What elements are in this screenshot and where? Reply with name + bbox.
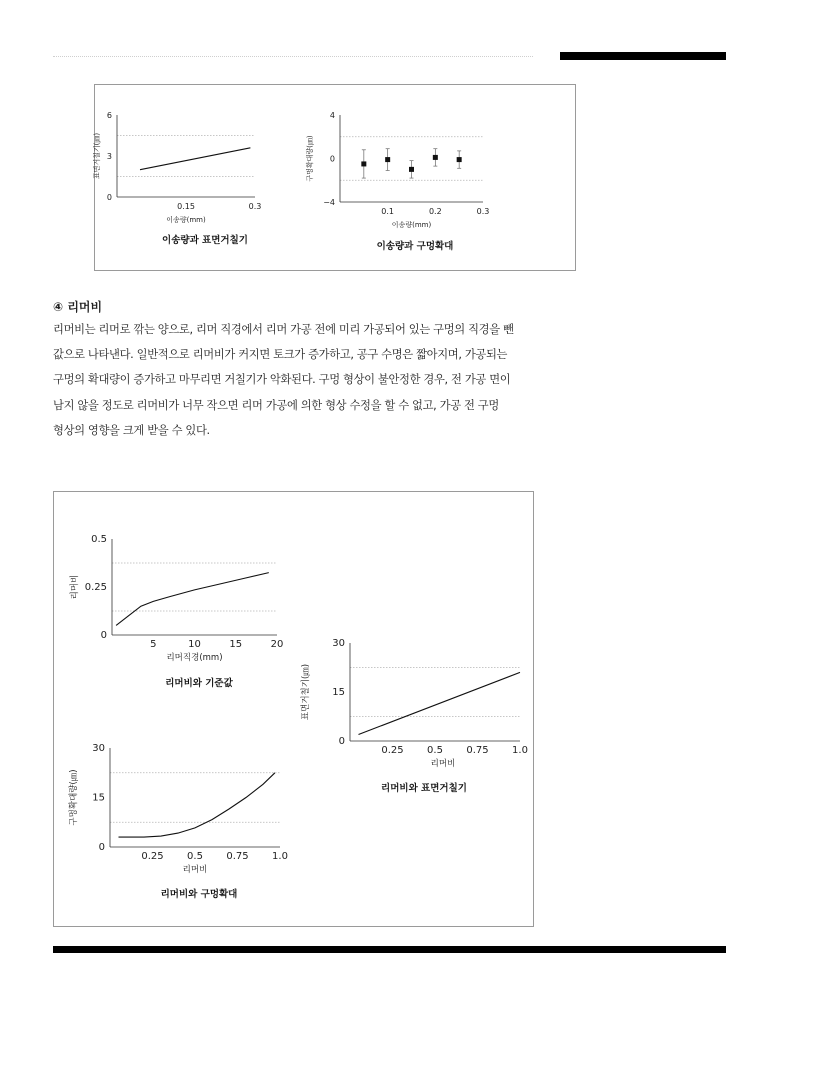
y-tick-label: 30 — [332, 638, 345, 649]
x-tick-label: 0.25 — [381, 745, 404, 756]
y-axis-label: 리머비 — [70, 574, 80, 600]
chart1-caption: 이송량과 표면거칠기 — [162, 235, 248, 246]
y-tick-label: −4 — [323, 198, 335, 207]
y-tick-label: 3 — [106, 152, 112, 161]
x-tick-label: 0.75 — [226, 851, 249, 862]
y-tick-label: 0 — [329, 154, 335, 164]
paragraph-line: 리머비는 리머로 깎는 양으로, 리머 직경에서 리머 가공 전에 미리 가공되어 있는 구멍의 직경을 뺀 — [53, 323, 514, 336]
x-tick-label: 0.1 — [381, 207, 395, 216]
y-tick-label: 0 — [338, 736, 345, 747]
x-tick-label: 0.15 — [177, 202, 195, 211]
series-line — [359, 672, 521, 734]
top-accent-bar — [560, 52, 726, 60]
y-tick-label: 15 — [92, 792, 105, 804]
y-axis-label: 표면거칠기(㎛) — [301, 663, 311, 721]
figure-reamer-charts — [53, 491, 534, 927]
data-point — [361, 161, 366, 166]
section-paragraph — [53, 317, 553, 443]
y-tick-label: 0.25 — [84, 582, 107, 593]
paragraph-line: 남지 않을 정도로 리머비가 너무 작으면 리머 가공에 의한 형상 수정을 할 수 없고, 가공 전 구멍 — [53, 398, 499, 412]
chart3-caption: 리머비와 기준값 — [165, 678, 233, 689]
chart-feed-roughness — [95, 100, 315, 225]
x-axis-label: 리머직경(mm) — [166, 653, 223, 663]
data-point — [433, 155, 438, 160]
y-tick-label: 6 — [106, 111, 112, 120]
x-tick-label: 10 — [188, 639, 201, 650]
x-tick-label: 15 — [229, 639, 243, 650]
paragraph-line: 구멍의 확대량이 증가하고 마무리면 거칠기가 악화된다. 구멍 형상이 불안정한 경우, 전 가공 면이 — [53, 373, 511, 387]
chart-reamer-roughness — [294, 635, 529, 770]
series-line — [119, 773, 275, 837]
y-tick-label: 4 — [329, 111, 335, 120]
x-tick-label: 1.0 — [272, 851, 288, 862]
x-tick-label: 0.3 — [248, 202, 262, 211]
x-axis-label: 이송량(mm) — [391, 221, 432, 229]
y-tick-label: 0 — [98, 842, 105, 853]
chart-reamer-hole-enlargement — [54, 740, 294, 880]
x-tick-label: 0.3 — [476, 207, 490, 216]
x-tick-label: 0.25 — [141, 851, 164, 862]
y-tick-label: 30 — [92, 743, 105, 754]
top-divider — [53, 56, 533, 57]
paragraph-line: 값으로 나타낸다. 일반적으로 리머비가 커지면 토크가 증가하고, 공구 수명은 짧아지며, 가공되는 — [53, 348, 508, 362]
x-axis-label: 리머비 — [430, 759, 456, 769]
x-tick-label: 0.5 — [427, 745, 443, 756]
data-point — [385, 157, 390, 162]
x-tick-label: 5 — [150, 639, 157, 650]
bottom-rule — [53, 946, 726, 953]
y-tick-label: 0.5 — [91, 534, 107, 545]
data-point — [457, 157, 462, 162]
series-line — [116, 573, 269, 626]
x-tick-label: 0.75 — [466, 745, 489, 756]
y-axis-label: 구멍확대량(㎛) — [69, 769, 79, 826]
x-axis-label: 리머비 — [182, 865, 208, 875]
y-axis-label: 구멍확대량(㎛) — [306, 135, 314, 182]
paragraph-line: 형상의 영향을 크게 받을 수 있다. — [53, 423, 210, 437]
chart-feed-hole-enlargement — [300, 105, 545, 235]
x-tick-label: 20 — [270, 639, 284, 650]
series-line — [140, 148, 250, 170]
x-tick-label: 0.5 — [187, 851, 203, 862]
data-point — [409, 167, 414, 172]
x-tick-label: 1.0 — [512, 745, 528, 756]
chart5-caption: 리머비와 구멍확대 — [160, 889, 238, 900]
section-heading: ④ 리머비 — [53, 300, 103, 314]
y-axis-label: 표면거칠기(㎛) — [93, 132, 101, 180]
chart2-caption: 이송량과 구멍확대 — [376, 241, 454, 252]
y-tick-label: 0 — [100, 630, 107, 641]
y-tick-label: 0 — [106, 193, 112, 202]
chart4-caption: 리머비와 표면거칠기 — [381, 783, 467, 794]
y-tick-label: 15 — [332, 687, 345, 698]
chart-reamer-ratio-standard — [54, 530, 294, 665]
figure-feed-charts — [94, 84, 576, 271]
x-tick-label: 0.2 — [428, 207, 442, 216]
x-axis-label: 이송량(mm) — [166, 216, 206, 224]
